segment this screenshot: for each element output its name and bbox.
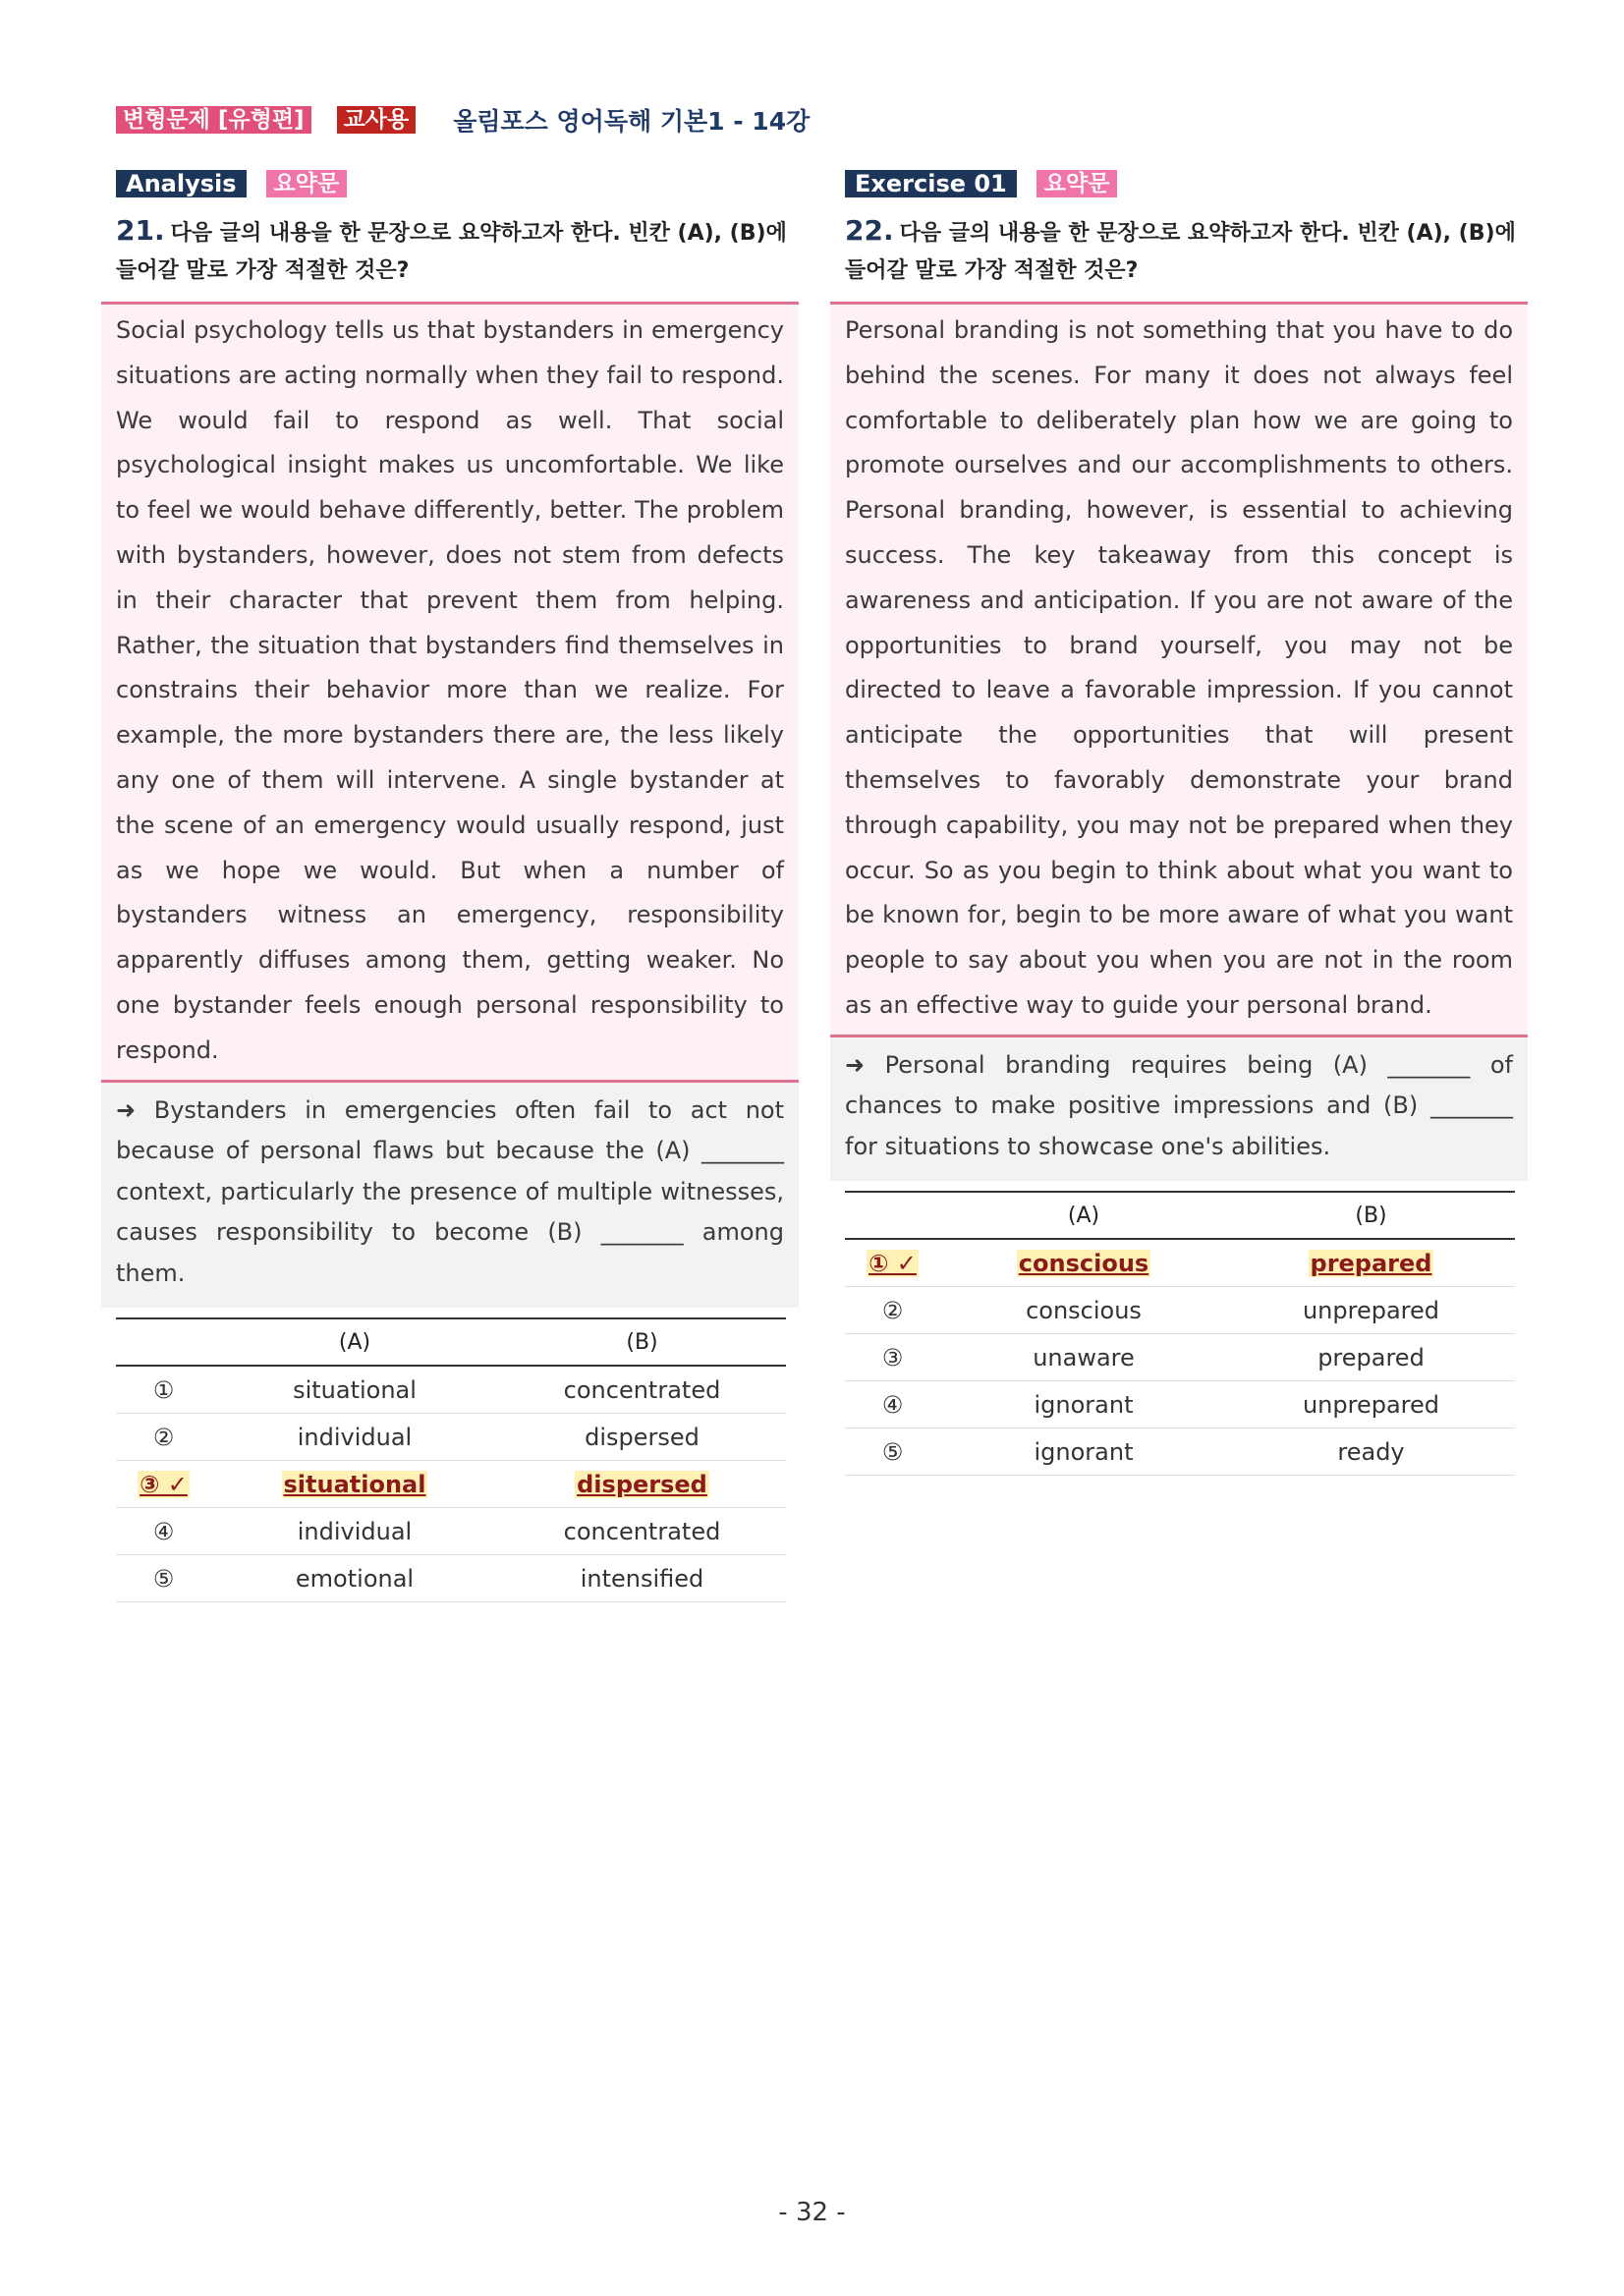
- choice-num-header: [845, 1192, 940, 1239]
- question-21-section: [101, 169, 799, 1602]
- choice-b: dispersed: [498, 1414, 786, 1461]
- summary-box: [830, 1037, 1528, 1182]
- col-a-header: (A): [940, 1192, 1227, 1239]
- passage-box: [101, 302, 799, 1083]
- choice-a: individual: [211, 1508, 498, 1555]
- passage-box: [830, 302, 1528, 1037]
- choice-a: individual: [211, 1414, 498, 1461]
- exercise-badge: Exercise 01: [845, 170, 1017, 197]
- choice-b: concentrated: [498, 1508, 786, 1555]
- question-number: 21.: [116, 214, 165, 247]
- teacher-tag: 교사용: [337, 106, 417, 134]
- col-a-header: (A): [211, 1318, 498, 1366]
- answer-a: conscious: [1018, 1249, 1149, 1277]
- section-badges: [845, 169, 1528, 198]
- question-text: 다음 글의 내용을 한 문장으로 요약하고자 한다. 빈칸 (A), (B)에 들어갈 말로 가장 적절한 것은?: [845, 221, 1516, 283]
- choice-a: emotional: [211, 1555, 498, 1602]
- choice-b: prepared: [1227, 1334, 1515, 1381]
- question-prompt: [116, 212, 794, 290]
- answer-b: prepared: [1310, 1249, 1432, 1277]
- question-prompt: [845, 212, 1523, 290]
- choice-row[interactable]: [116, 1508, 786, 1555]
- page-title: 올림포스 영어독해 기본1 - 14강: [453, 107, 811, 136]
- choice-row[interactable]: [845, 1334, 1515, 1381]
- question-text: 다음 글의 내용을 한 문장으로 요약하고자 한다. 빈칸 (A), (B)에 들어갈 말로 가장 적절한 것은?: [116, 221, 787, 283]
- choice-row[interactable]: [845, 1287, 1515, 1334]
- question-22-section: [830, 169, 1528, 1476]
- choice-row[interactable]: [116, 1366, 786, 1414]
- choice-a: ignorant: [940, 1381, 1227, 1428]
- summary-box: [101, 1083, 799, 1309]
- section-badges: [116, 169, 799, 198]
- choice-a: situational: [211, 1366, 498, 1414]
- choice-a: [940, 1239, 1227, 1287]
- choice-b: [498, 1461, 786, 1508]
- choice-number: ④: [116, 1508, 211, 1555]
- choice-a: [211, 1461, 498, 1508]
- choices-header-row: [845, 1192, 1515, 1239]
- choice-number: ③: [845, 1334, 940, 1381]
- choice-b: concentrated: [498, 1366, 786, 1414]
- choice-row-answer[interactable]: [845, 1239, 1515, 1287]
- answer-mark: ① ✓: [868, 1249, 917, 1277]
- choice-number: ⑤: [116, 1555, 211, 1602]
- choice-number: [845, 1239, 940, 1287]
- answer-b: dispersed: [577, 1470, 707, 1498]
- choices-table: [116, 1317, 786, 1602]
- choices-table: [845, 1191, 1515, 1476]
- choices-header-row: [116, 1318, 786, 1366]
- choice-number: ②: [845, 1287, 940, 1334]
- choice-b: [1227, 1239, 1515, 1287]
- passage-text: Personal branding is not something that you have to do behind the scenes. For many it does not always feel comfortable to deliberately plan how we are going to promote ourselves and our accomplishments to others. Personal branding, however, is essential to achieving success. The key takeaway from this concept is awareness and anticipation. If you are not aware of the opportunities to brand yourself, you may not be directed to leave a favorable impression. If you cannot anticipate the opportunities that will present themselves to favorably demonstrate your brand through capability, you may not be prepared when they occur. So as you begin to think about what you want to be known for, begin to be more aware of what you want people to say about you when you are not in the room as an effective way to guide your personal brand.: [845, 316, 1513, 1019]
- type-badge: 요약문: [1036, 170, 1118, 197]
- analysis-badge: Analysis: [116, 170, 247, 197]
- choice-row[interactable]: [116, 1414, 786, 1461]
- choice-number: [116, 1461, 211, 1508]
- category-tag: 변형문제 [유형편]: [116, 106, 311, 134]
- choice-row[interactable]: [845, 1428, 1515, 1476]
- choice-number: ①: [116, 1366, 211, 1414]
- choice-a: ignorant: [940, 1428, 1227, 1476]
- choice-row[interactable]: [845, 1381, 1515, 1428]
- choice-row-answer[interactable]: [116, 1461, 786, 1508]
- choice-a: conscious: [940, 1287, 1227, 1334]
- summary-text: ➜ Bystanders in emergencies often fail to act not because of personal flaws but because the (A) _______ context, particularly the presence of multiple witnesses, causes responsibility to become (B) _______ among them.: [116, 1095, 784, 1287]
- choice-number: ⑤: [845, 1428, 940, 1476]
- question-number: 22.: [845, 214, 894, 247]
- choice-num-header: [116, 1318, 211, 1366]
- summary-text: ➜ Personal branding requires being (A) _______ of chances to make positive impressions and (B) _______ for situations to showcase one's abilities.: [845, 1050, 1513, 1160]
- choice-number: ④: [845, 1381, 940, 1428]
- choice-b: intensified: [498, 1555, 786, 1602]
- answer-mark: ③ ✓: [140, 1470, 188, 1498]
- col-b-header: (B): [1227, 1192, 1515, 1239]
- page-header: [116, 105, 810, 135]
- choice-row[interactable]: [116, 1555, 786, 1602]
- choice-b: unprepared: [1227, 1381, 1515, 1428]
- choice-b: unprepared: [1227, 1287, 1515, 1334]
- page-number: - 32 -: [778, 2198, 846, 2227]
- answer-a: situational: [283, 1470, 426, 1498]
- choice-number: ②: [116, 1414, 211, 1461]
- choice-b: ready: [1227, 1428, 1515, 1476]
- passage-text: Social psychology tells us that bystanders in emergency situations are acting normally when they fail to respond. We would fail to respond as well. That social psychological insight makes us uncomfortable. We like to feel we would behave differently, better. The problem with bystanders, however, does not stem from defects in their character that prevent them from helping. Rather, the situation that bystanders find themselves in constrains their behavior more than we realize. For example, the more bystanders there are, the less likely any one of them will intervene. A single bystander at the scene of an emergency would usually respond, just as we hope we would. But when a number of bystanders witness an emergency, responsibility apparently diffuses among them, getting weaker. No one bystander feels enough personal responsibility to respond.: [116, 316, 784, 1064]
- choice-a: unaware: [940, 1334, 1227, 1381]
- type-badge: 요약문: [266, 170, 348, 197]
- col-b-header: (B): [498, 1318, 786, 1366]
